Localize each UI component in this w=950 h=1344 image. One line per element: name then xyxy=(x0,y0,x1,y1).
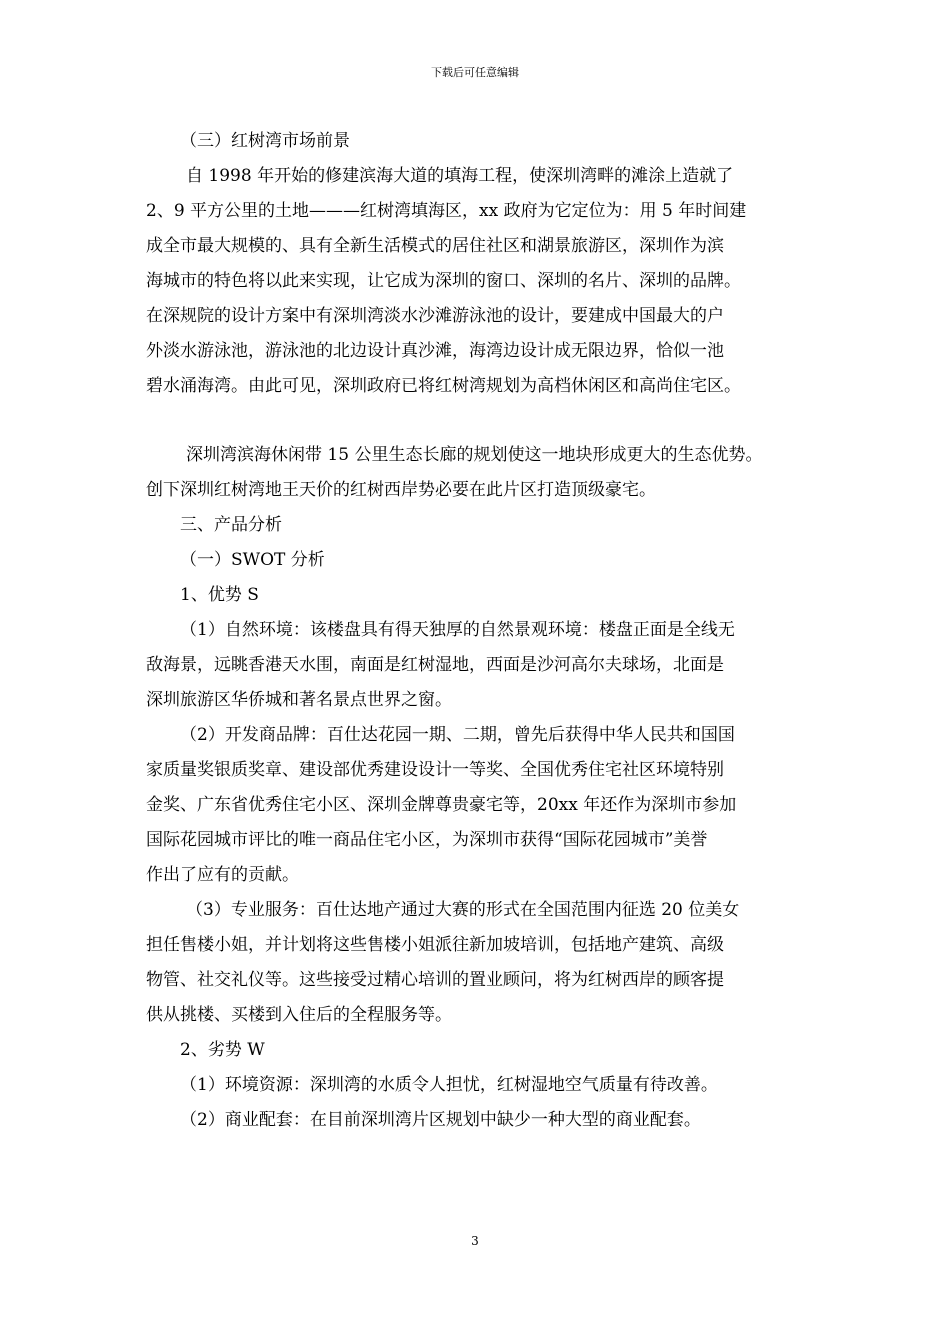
paragraph-line: 作出了应有的贡献。 xyxy=(146,865,299,885)
paragraph-gap xyxy=(146,404,822,438)
item-heading: 1、优势 S xyxy=(180,585,259,605)
paragraph-line: 在深规院的设计方案中有深圳湾淡水沙滩游泳池的设计，要建成中国最大的户 xyxy=(146,306,724,326)
document-body xyxy=(146,124,822,1138)
paragraph-line: （1）环境资源：深圳湾的水质令人担忧，红树湿地空气质量有待改善。 xyxy=(180,1075,718,1095)
page-number: 3 xyxy=(471,1234,479,1248)
paragraph-line: 担任售楼小姐，并计划将这些售楼小姐派往新加坡培训，包括地产建筑、高级 xyxy=(146,935,724,955)
paragraph-line: 深圳旅游区华侨城和著名景点世界之窗。 xyxy=(146,690,452,710)
paragraph-line: 敌海景，远眺香港天水围，南面是红树湿地，西面是沙河高尔夫球场，北面是 xyxy=(146,655,724,675)
paragraph-line: 外淡水游泳池，游泳池的北边设计真沙滩，海湾边设计成无限边界，恰似一池 xyxy=(146,341,724,361)
paragraph-line: 金奖、广东省优秀住宅小区、深圳金牌尊贵豪宅等，20xx 年还作为深圳市参加 xyxy=(146,795,737,815)
section-heading: 三、产品分析 xyxy=(180,515,282,535)
page-header: 下载后可任意编辑 xyxy=(431,66,519,79)
paragraph-line: 创下深圳红树湾地王天价的红树西岸势必要在此片区打造顶级豪宅。 xyxy=(146,480,656,500)
paragraph-line: 供从挑楼、买楼到入住后的全程服务等。 xyxy=(146,1005,452,1025)
paragraph-line: 物管、社交礼仪等。这些接受过精心培训的置业顾问，将为红树西岸的顾客提 xyxy=(146,970,724,990)
paragraph-line: （2）开发商品牌：百仕达花园一期、二期，曾先后获得中华人民共和国国 xyxy=(180,725,735,745)
paragraph-line: （3）专业服务：百仕达地产通过大赛的形式在全国范围内征选 20 位美女 xyxy=(186,900,740,920)
paragraph-line: （2）商业配套：在目前深圳湾片区规划中缺少一种大型的商业配套。 xyxy=(180,1110,701,1130)
section-heading: （三）红树湾市场前景 xyxy=(180,131,350,151)
item-heading: 2、劣势 W xyxy=(180,1040,265,1060)
paragraph-line: 2、9 平方公里的土地———红树湾填海区，xx 政府为它定位为：用 5 年时间建 xyxy=(146,201,747,221)
paragraph-line: 深圳湾滨海休闲带 15 公里生态长廊的规划使这一地块形成更大的生态优势。 xyxy=(186,445,763,465)
paragraph-line: 成全市最大规模的、具有全新生活模式的居住社区和湖景旅游区，深圳作为滨 xyxy=(146,236,724,256)
paragraph-line: 自 1998 年开始的修建滨海大道的填海工程，使深圳湾畔的滩涂上造就了 xyxy=(186,166,734,186)
paragraph-line: 国际花园城市评比的唯一商品住宅小区，为深圳市获得“国际花园城市”美誉 xyxy=(146,830,708,850)
subsection-heading: （一）SWOT 分析 xyxy=(180,550,325,570)
paragraph-line: 家质量奖银质奖章、建设部优秀建设设计一等奖、全国优秀住宅社区环境特别 xyxy=(146,760,724,780)
paragraph-line: 碧水涌海湾。由此可见，深圳政府已将红树湾规划为高档休闲区和高尚住宅区。 xyxy=(146,376,741,396)
paragraph-line: 海城市的特色将以此来实现，让它成为深圳的窗口、深圳的名片、深圳的品牌。 xyxy=(146,271,741,291)
paragraph-line: （1）自然环境：该楼盘具有得天独厚的自然景观环境：楼盘正面是全线无 xyxy=(180,620,735,640)
